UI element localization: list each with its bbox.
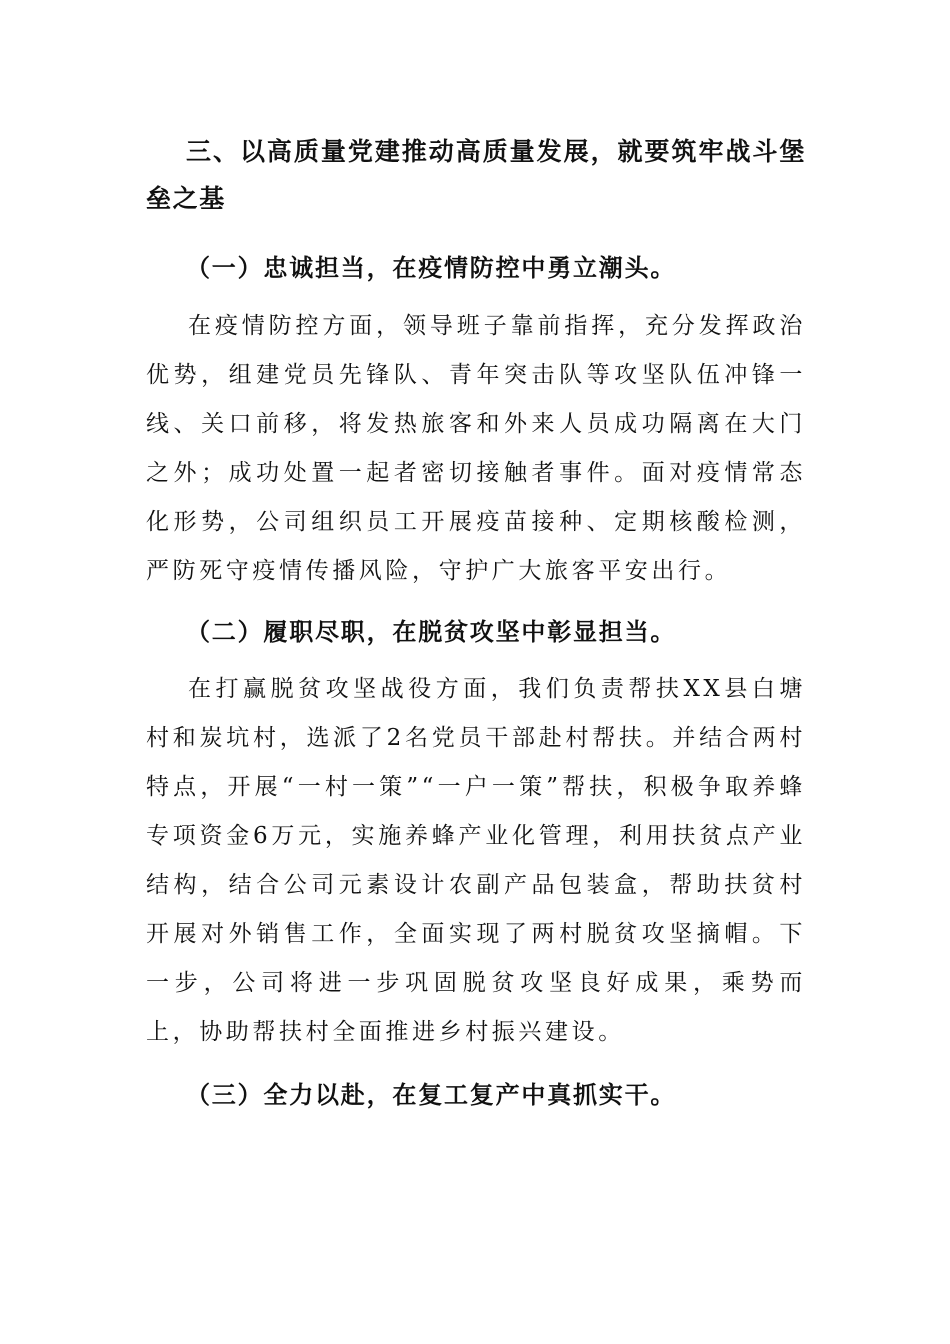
paragraph-poverty-alleviation: 在打赢脱贫攻坚战役方面，我们负责帮扶XX县白塘村和炭坑村，选派了2名党员干部赴村帮扶。并结合两村特点，开展“一村一策”“一户一策”帮扶，积极争取养蜂专项资金6万元，实施养蜂产业化管理，利用扶贫点产业结构，结合公司元素设计农副产品包装盒，帮助扶贫村开展对外销售工作，全面实现了两村脱贫攻坚摘帽。下一步，公司将进一步巩固脱贫攻坚良好成果，乘势而上，协助帮扶村全面推进乡村振兴建设。 xyxy=(146,676,806,1045)
subsection-heading-1: （一）忠诚担当，在疫情防控中勇立潮头。 xyxy=(186,253,677,282)
subsection-heading-2: （二）履职尽职，在脱贫攻坚中彰显担当。 xyxy=(186,617,677,646)
subsection-heading-3: （三）全力以赴，在复工复产中真抓实干。 xyxy=(186,1080,677,1109)
document-page xyxy=(146,128,806,1118)
section-title: 三、以高质量党建推动高质量发展，就要筑牢战斗堡垒之基 xyxy=(146,137,806,213)
paragraph-epidemic-control: 在疫情防控方面，领导班子靠前指挥，充分发挥政治优势，组建党员先锋队、青年突击队等攻坚队伍冲锋一线、关口前移，将发热旅客和外来人员成功隔离在大门之外；成功处置一起者密切接触者事件。面对疫情常态化形势，公司组织员工开展疫苗接种、定期核酸检测，严防死守疫情传播风险，守护广大旅客平安出行。 xyxy=(146,313,806,584)
